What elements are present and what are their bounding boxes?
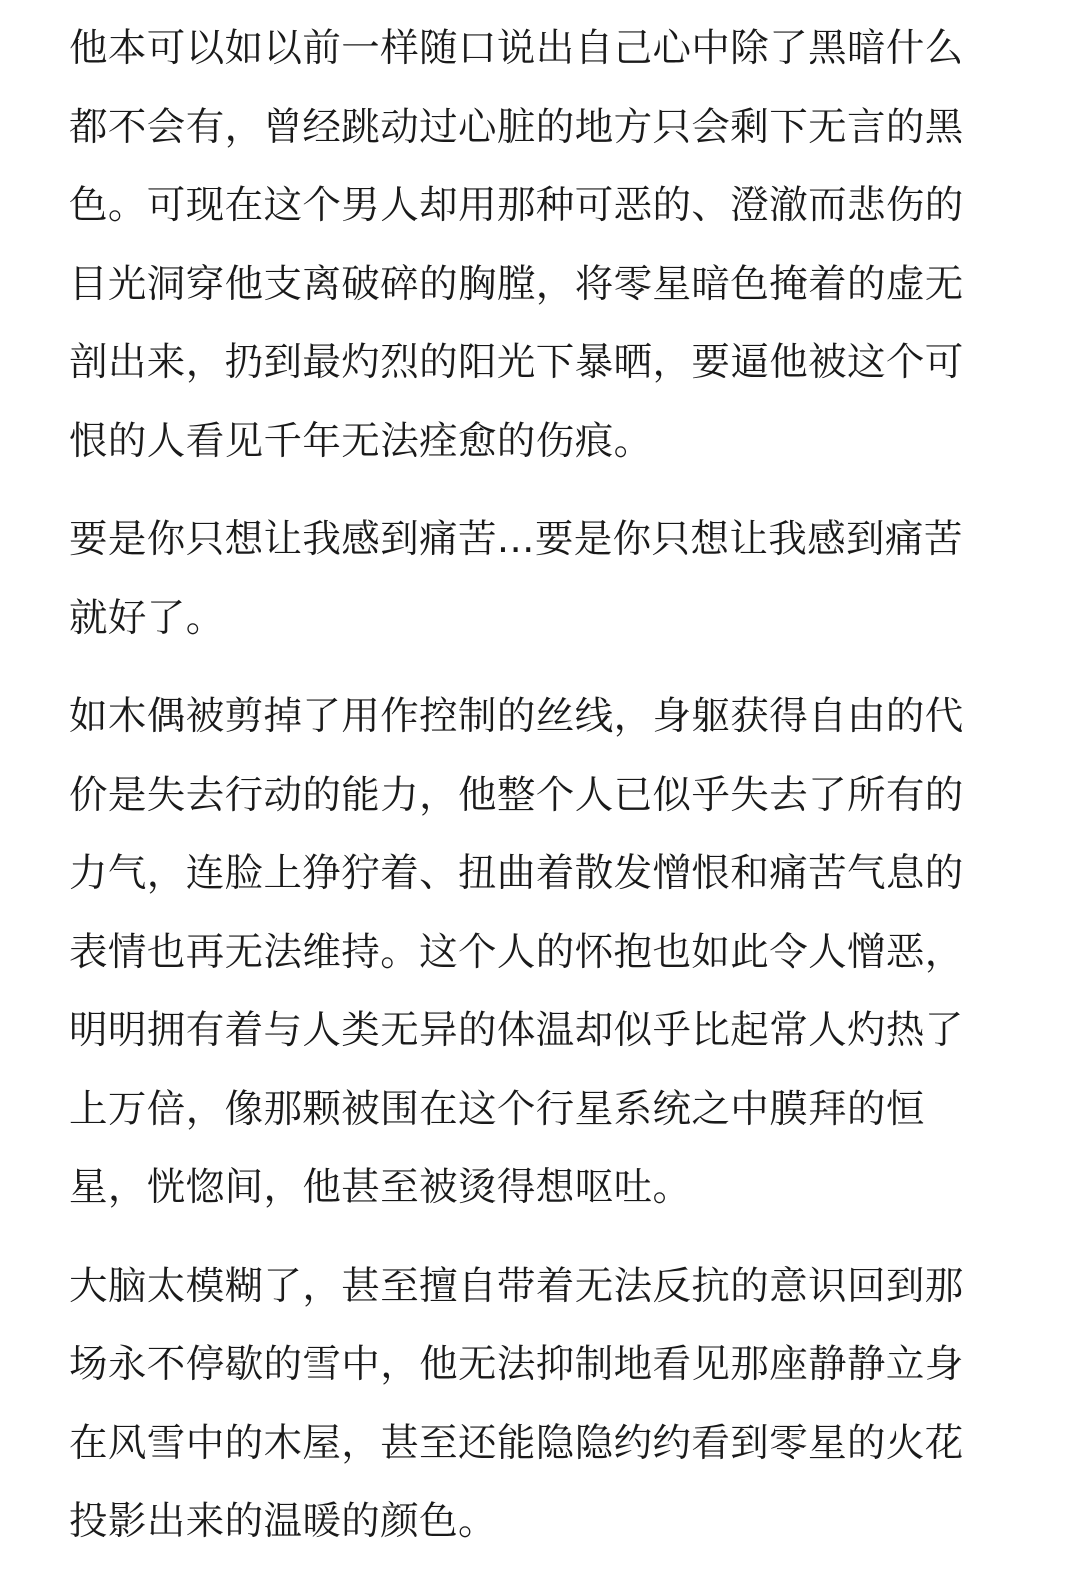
text-line: 要是你只想让我感到痛苦...要是你只想让我感到痛苦 [69, 517, 963, 562]
text-line: 在风雪中的木屋，甚至还能隐隐约约看到零星的火花 [69, 1420, 964, 1466]
text-line: 力气，连脸上狰狞着、扭曲着散发憎恨和痛苦气息的 [69, 851, 964, 896]
text-line: 色。可现在这个男人却用那种可恶的、澄澈而悲伤的 [69, 183, 964, 228]
reading-page [69, 10, 1019, 1582]
text-line: 明明拥有着与人类无异的体温却似乎比起常人灼热了 [69, 1008, 964, 1053]
paragraph-4 [69, 1248, 1019, 1562]
paragraph-1 [69, 10, 1019, 481]
text-line: 剖出来，扔到最灼烈的阳光下暴晒，要逼他被这个可 [69, 340, 964, 385]
text-line: 目光洞穿他支离破碎的胸膛，将零星暗色掩着的虚无 [69, 261, 964, 307]
text-line: 恨的人看见千年无法痊愈的伤痕。 [69, 418, 653, 464]
text-line: 他本可以如以前一样随口说出自己心中除了黑暗什么 [69, 26, 964, 71]
text-line: 上万倍，像那颗被围在这个行星系统之中膜拜的恒 [69, 1086, 925, 1132]
text-line: 投影出来的温暖的颜色。 [69, 1499, 497, 1544]
paragraph-2 [69, 501, 1019, 658]
text-line: 大脑太模糊了，甚至擅自带着无法反抗的意识回到那 [69, 1263, 964, 1309]
text-line: 星，恍惚间，他甚至被烫得想呕吐。 [69, 1165, 692, 1210]
text-line: 表情也再无法维持。这个人的怀抱也如此令人憎恶， [69, 929, 964, 975]
text-line: 价是失去行动的能力，他整个人已似乎失去了所有的 [69, 772, 964, 818]
text-line: 就好了。 [69, 595, 225, 641]
text-line: 如木偶被剪掉了用作控制的丝线，身躯获得自由的代 [69, 694, 964, 739]
paragraph-3 [69, 678, 1019, 1228]
text-line: 都不会有，曾经跳动过心脏的地方只会剩下无言的黑 [69, 104, 964, 150]
text-line: 场永不停歇的雪中，他无法抑制地看见那座静静立身 [69, 1342, 964, 1387]
